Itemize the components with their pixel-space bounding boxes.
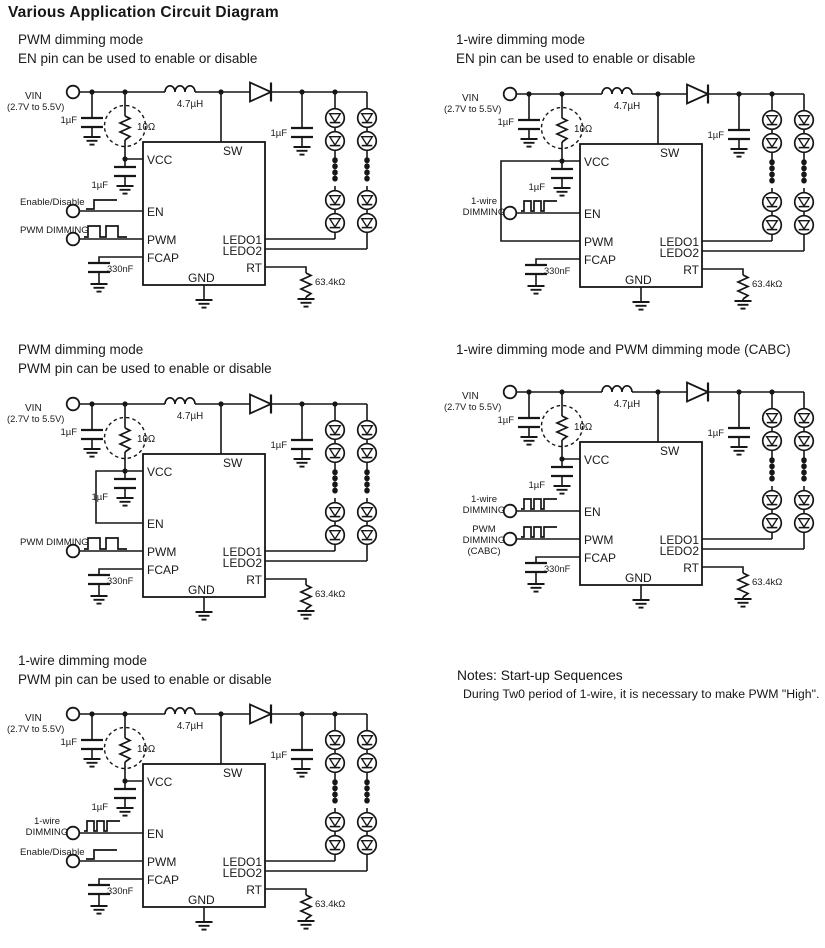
heading-line: 1-wire dimming mode — [456, 32, 586, 47]
pwm-waveform — [84, 538, 127, 549]
ground-symbol — [91, 284, 108, 292]
onewire-waveform — [521, 499, 557, 509]
ground-symbol — [731, 447, 748, 455]
en-input-terminal — [504, 505, 517, 518]
led — [763, 134, 782, 153]
pin-fcap: FCAP — [584, 253, 617, 267]
pin-sw: SW — [660, 444, 680, 458]
fcap-value: 330nF — [544, 564, 571, 574]
vin-range-label: (2.7V to 5.5V) — [7, 414, 65, 424]
schottky-diode — [250, 83, 271, 102]
pin-pwm: PWM — [147, 233, 177, 247]
led — [358, 526, 377, 545]
pin-sw: SW — [223, 456, 243, 470]
circuit-4-schematic — [441, 378, 825, 626]
pin-vcc: VCC — [584, 155, 610, 169]
rt-resistor-value: 63.4kΩ — [752, 279, 783, 290]
circuit-1-heading — [18, 30, 257, 68]
rt-resistor-value: 63.4kΩ — [315, 589, 346, 600]
led-string — [358, 714, 377, 871]
ground-symbol — [91, 596, 108, 604]
inductor — [602, 88, 632, 94]
led — [358, 109, 377, 128]
pin-ledo1: LEDO1 — [222, 855, 262, 869]
circuit-3-heading — [18, 340, 272, 378]
pwm-input-label: DIMMING — [462, 535, 506, 546]
pin-pwm: PWM — [147, 855, 177, 869]
wire — [265, 267, 306, 273]
capacitor — [728, 428, 750, 437]
circuit-2-schematic — [441, 80, 825, 328]
resistor — [120, 738, 130, 762]
rt-resistor-value: 63.4kΩ — [315, 277, 346, 288]
ground-symbol — [633, 302, 650, 310]
input-cap-value: 1µF — [60, 427, 77, 438]
pin-vcc: VCC — [147, 153, 173, 167]
pwm-waveform — [84, 226, 127, 237]
en-input-label: 1-wire — [470, 196, 498, 207]
pin-pwm: PWM — [584, 235, 614, 249]
ground-symbol — [298, 921, 315, 929]
vcc-cap-value: 1µF — [91, 492, 108, 503]
vcc-cap-value: 1µF — [91, 180, 108, 191]
pin-gnd: GND — [625, 273, 652, 287]
pwm-input-label: PWM DIMMING — [20, 225, 89, 236]
resistor — [557, 118, 567, 142]
pwm-input-label: Enable/Disable — [20, 847, 85, 858]
ground-symbol — [521, 437, 538, 445]
en-input-label: 1-wire — [33, 816, 61, 827]
heading-line: PWM pin can be used to enable or disable — [18, 672, 272, 687]
ground-symbol — [84, 137, 101, 145]
series-resistor-value: 10Ω — [574, 422, 593, 433]
led — [795, 216, 814, 235]
heading-line: 1-wire dimming mode and PWM dimming mode (CABC) — [456, 342, 791, 357]
inductor — [165, 398, 195, 404]
onewire-waveform — [84, 821, 120, 831]
ground-symbol — [196, 300, 213, 308]
ground-symbol — [735, 301, 752, 309]
led — [326, 214, 345, 233]
junction-dot — [332, 711, 337, 716]
vin-label: VIN — [462, 391, 479, 402]
schottky-diode — [687, 383, 708, 402]
en-input-label: DIMMING — [462, 207, 506, 218]
capacitor — [728, 130, 750, 139]
circuit-4-heading — [456, 340, 791, 359]
led — [795, 491, 814, 510]
junction-dot — [332, 401, 337, 406]
led — [763, 193, 782, 212]
pin-fcap: FCAP — [147, 873, 180, 887]
en-input-label: Enable/Disable — [20, 197, 85, 208]
vin-terminal — [67, 708, 80, 721]
circuit-2-heading — [456, 30, 695, 68]
led-string — [795, 94, 814, 251]
input-cap-value: 1µF — [60, 737, 77, 748]
capacitor — [114, 167, 136, 176]
inductor-value: 4.7µH — [176, 411, 204, 422]
fcap-value: 330nF — [107, 886, 134, 896]
inductor — [165, 86, 195, 92]
led — [326, 836, 345, 855]
junction-dot — [769, 91, 774, 96]
vin-terminal — [504, 88, 517, 101]
pin-ledo1: LEDO1 — [222, 545, 262, 559]
en-input-label: DIMMING — [25, 827, 69, 838]
vin-label: VIN — [25, 91, 42, 102]
output-cap-value: 1µF — [270, 128, 287, 139]
en-input-label: DIMMING — [462, 505, 506, 516]
led — [795, 409, 814, 428]
pwm-input-label: PWM DIMMING — [20, 537, 89, 548]
en-input-terminal — [67, 827, 80, 840]
en-input-label: 1-wire — [470, 494, 498, 505]
inductor-value: 4.7µH — [176, 721, 204, 732]
ground-symbol — [117, 498, 134, 506]
rt-resistor-value: 63.4kΩ — [315, 899, 346, 910]
capacitor — [551, 169, 573, 178]
pin-gnd: GND — [625, 571, 652, 585]
pin-ledo2: LEDO2 — [222, 556, 262, 570]
led-string — [326, 92, 345, 239]
pin-ledo2: LEDO2 — [659, 544, 699, 558]
pin-sw: SW — [223, 144, 243, 158]
resistor — [120, 116, 130, 140]
heading-line: EN pin can be used to enable or disable — [18, 51, 258, 66]
led — [326, 132, 345, 151]
schottky-diode — [687, 85, 708, 104]
resistor — [738, 275, 748, 299]
vin-range-label: (2.7V to 5.5V) — [7, 102, 65, 112]
wire — [702, 269, 743, 275]
pin-gnd: GND — [188, 583, 215, 597]
output-cap-value: 1µF — [270, 440, 287, 451]
pin-rt: RT — [246, 573, 262, 587]
led — [326, 731, 345, 750]
pin-en: EN — [584, 505, 601, 519]
ground-symbol — [298, 299, 315, 307]
ground-symbol — [294, 769, 311, 777]
inductor-value: 4.7µH — [613, 101, 641, 112]
led — [795, 134, 814, 153]
led — [763, 432, 782, 451]
led — [763, 514, 782, 533]
schematic — [7, 705, 376, 930]
led-string — [326, 714, 345, 861]
led — [326, 191, 345, 210]
capacitor — [291, 750, 313, 759]
resistor — [557, 416, 567, 440]
pin-en: EN — [147, 517, 164, 531]
wire — [702, 567, 743, 573]
resistor — [120, 428, 130, 452]
series-resistor-value: 10Ω — [137, 434, 156, 445]
wire — [265, 889, 306, 895]
heading-line: PWM dimming mode — [18, 342, 144, 357]
fcap-value: 330nF — [107, 264, 134, 274]
led — [763, 111, 782, 130]
pin-pwm: PWM — [147, 545, 177, 559]
ground-symbol — [196, 612, 213, 620]
circuit-3-schematic — [4, 390, 422, 638]
pin-ledo1: LEDO1 — [222, 233, 262, 247]
ground-symbol — [196, 922, 213, 930]
step-waveform — [86, 200, 117, 209]
page-title: Various Application Circuit Diagram — [8, 4, 279, 21]
pin-ledo2: LEDO2 — [659, 246, 699, 260]
fcap-value: 330nF — [107, 576, 134, 586]
heading-line: PWM dimming mode — [18, 32, 144, 47]
vcc-cap-value: 1µF — [91, 802, 108, 813]
led-string — [763, 392, 782, 539]
circuit-1-schematic — [4, 78, 422, 326]
en-input-terminal — [504, 207, 517, 220]
led — [795, 111, 814, 130]
series-resistor-value: 10Ω — [137, 744, 156, 755]
inductor — [165, 708, 195, 714]
output-cap-value: 1µF — [270, 750, 287, 761]
inductor-value: 4.7µH — [176, 99, 204, 110]
pin-rt: RT — [683, 263, 699, 277]
ground-symbol — [294, 459, 311, 467]
pin-sw: SW — [660, 146, 680, 160]
inductor-value: 4.7µH — [613, 399, 641, 410]
capacitor — [518, 418, 540, 427]
led — [795, 193, 814, 212]
notes-title: Notes: Start-up Sequences — [457, 668, 623, 683]
rt-resistor-value: 63.4kΩ — [752, 577, 783, 588]
schematic — [444, 383, 813, 608]
junction-dot — [769, 389, 774, 394]
vcc-cap-value: 1µF — [528, 480, 545, 491]
pwm-input-label: PWM — [472, 524, 496, 535]
resistor — [738, 573, 748, 597]
ground-symbol — [298, 611, 315, 619]
led — [795, 432, 814, 451]
ground-symbol — [294, 147, 311, 155]
capacitor — [81, 118, 103, 127]
onewire-waveform — [521, 201, 557, 211]
input-cap-value: 1µF — [497, 415, 514, 426]
pin-ledo1: LEDO1 — [659, 533, 699, 547]
heading-line: EN pin can be used to enable or disable — [456, 51, 696, 66]
pin-fcap: FCAP — [147, 251, 180, 265]
pin-ledo1: LEDO1 — [659, 235, 699, 249]
vin-range-label: (2.7V to 5.5V) — [444, 402, 502, 412]
circuit-5-schematic — [4, 700, 422, 948]
led — [358, 731, 377, 750]
led — [326, 444, 345, 463]
ground-symbol — [84, 759, 101, 767]
capacitor — [81, 430, 103, 439]
notes-body: During Tw0 period of 1-wire, it is necessary to make PWM "High". — [463, 687, 820, 701]
pin-en: EN — [147, 827, 164, 841]
led — [763, 491, 782, 510]
junction-dot — [332, 89, 337, 94]
ground-symbol — [735, 599, 752, 607]
ground-symbol — [84, 449, 101, 457]
input-cap-value: 1µF — [60, 115, 77, 126]
led — [358, 503, 377, 522]
vin-range-label: (2.7V to 5.5V) — [7, 724, 65, 734]
vin-label: VIN — [462, 93, 479, 104]
pwm-input-terminal — [504, 533, 517, 546]
ground-symbol — [91, 906, 108, 914]
vin-label: VIN — [25, 403, 42, 414]
vin-label: VIN — [25, 713, 42, 724]
pin-en: EN — [584, 207, 601, 221]
wire — [265, 579, 306, 585]
led — [763, 409, 782, 428]
led — [326, 754, 345, 773]
vin-range-label: (2.7V to 5.5V) — [444, 104, 502, 114]
schematic — [7, 83, 376, 308]
pin-rt: RT — [246, 883, 262, 897]
vin-terminal — [504, 386, 517, 399]
capacitor — [551, 467, 573, 476]
schematic — [7, 395, 376, 620]
heading-line: 1-wire dimming mode — [18, 653, 148, 668]
led — [326, 109, 345, 128]
led — [326, 503, 345, 522]
pin-vcc: VCC — [147, 775, 173, 789]
pin-ledo2: LEDO2 — [222, 244, 262, 258]
ground-symbol — [731, 149, 748, 157]
capacitor — [291, 128, 313, 137]
led — [358, 754, 377, 773]
pin-rt: RT — [246, 261, 262, 275]
pin-gnd: GND — [188, 271, 215, 285]
heading-line: PWM pin can be used to enable or disable — [18, 361, 272, 376]
led-string — [358, 404, 377, 561]
pin-fcap: FCAP — [584, 551, 617, 565]
led — [358, 191, 377, 210]
led — [358, 444, 377, 463]
ground-symbol — [528, 584, 545, 592]
led — [326, 813, 345, 832]
capacitor — [291, 440, 313, 449]
pin-sw: SW — [223, 766, 243, 780]
ground-symbol — [521, 139, 538, 147]
led — [763, 216, 782, 235]
led — [358, 421, 377, 440]
pin-vcc: VCC — [584, 453, 610, 467]
input-cap-value: 1µF — [497, 117, 514, 128]
vcc-cap-value: 1µF — [528, 182, 545, 193]
inductor — [602, 386, 632, 392]
led — [358, 836, 377, 855]
schematic — [444, 85, 813, 310]
schottky-diode — [250, 395, 271, 414]
resistor — [301, 895, 311, 919]
vin-terminal — [67, 86, 80, 99]
led — [326, 526, 345, 545]
resistor — [301, 273, 311, 297]
step-waveform — [86, 850, 117, 859]
pin-ledo2: LEDO2 — [222, 866, 262, 880]
ground-symbol — [528, 286, 545, 294]
capacitor — [518, 120, 540, 129]
ground-symbol — [117, 808, 134, 816]
pin-rt: RT — [683, 561, 699, 575]
led — [358, 813, 377, 832]
output-cap-value: 1µF — [707, 428, 724, 439]
pin-vcc: VCC — [147, 465, 173, 479]
capacitor — [114, 479, 136, 488]
led-string — [358, 92, 377, 249]
fcap-value: 330nF — [544, 266, 571, 276]
series-resistor-value: 10Ω — [137, 122, 156, 133]
capacitor — [81, 740, 103, 749]
ground-symbol — [554, 188, 571, 196]
ground-symbol — [633, 600, 650, 608]
pin-fcap: FCAP — [147, 563, 180, 577]
series-resistor-value: 10Ω — [574, 124, 593, 135]
schottky-diode — [250, 705, 271, 724]
pwm-input-label: (CABC) — [467, 546, 501, 557]
vin-terminal — [67, 398, 80, 411]
pin-en: EN — [147, 205, 164, 219]
resistor — [301, 585, 311, 609]
pin-gnd: GND — [188, 893, 215, 907]
output-cap-value: 1µF — [707, 130, 724, 141]
led-string — [795, 392, 814, 549]
led — [795, 514, 814, 533]
led-string — [763, 94, 782, 241]
led — [358, 132, 377, 151]
ground-symbol — [554, 486, 571, 494]
led — [358, 214, 377, 233]
ground-symbol — [117, 186, 134, 194]
onewire-waveform — [521, 527, 557, 537]
led-string — [326, 404, 345, 551]
circuit-5-heading — [18, 651, 272, 689]
led — [326, 421, 345, 440]
capacitor — [114, 789, 136, 798]
pin-pwm: PWM — [584, 533, 614, 547]
